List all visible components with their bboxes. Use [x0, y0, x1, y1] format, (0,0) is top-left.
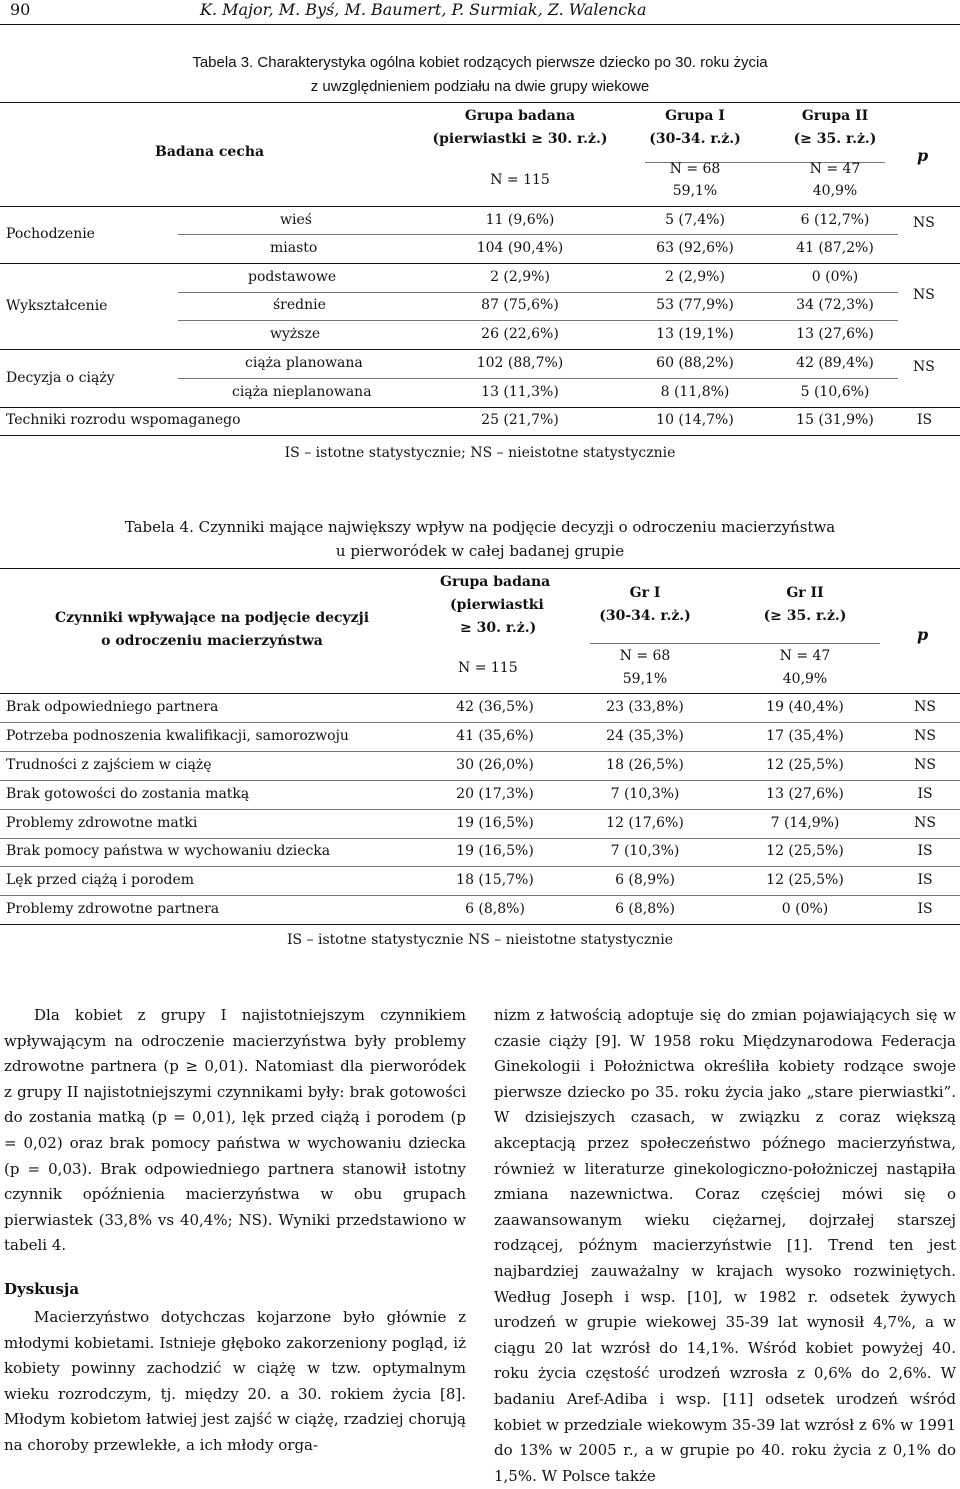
table3-cell: 63 (92,6%): [656, 240, 734, 256]
table4-cell: 19 (16,5%): [456, 815, 534, 831]
table4-p-value: IS: [917, 901, 933, 917]
table4-col-g1-line2: (30-34. r.ż.): [599, 608, 691, 624]
table4-footnote: IS – istotne statystycznie NS – nieistotne statystycznie: [287, 932, 673, 948]
table3-col-g2-line2: (≥ 35. r.ż.): [793, 131, 877, 147]
table4-row-rule: [0, 780, 960, 781]
table3-cell: 25 (21,7%): [481, 412, 559, 428]
table4-col-g2-line1: Gr II: [786, 585, 824, 601]
table3-cell: 60 (88,2%): [656, 355, 734, 371]
body-left-paragraph-2: Macierzyństwo dotychczas kojarzone było głównie z młodymi kobietami. Istnieje głęboko zakorzeniony pogląd, iż kobiety powinny zachodzić w ciążę w tzw. optymalnym wieku rozrodczym, tj. między 20. a 30. rokiem życia [8]. Młodym kobietom łatwiej jest zajść w ciążę, rzadziej chorują na choroby przewlekłe, a ich młody orga-: [4, 1308, 466, 1454]
table4-row-label: Brak odpowiedniego partnera: [6, 699, 219, 715]
table3-col-g1-line2: (30-34. r.ż.): [649, 131, 741, 147]
table4-cell: 42 (36,5%): [456, 699, 534, 715]
table3-row-label: wyższe: [270, 326, 321, 342]
table3-group-label: Wykształcenie: [6, 298, 108, 314]
table4-row-rule: [0, 895, 960, 896]
table4-row-label: Lęk przed ciążą i porodem: [6, 872, 195, 888]
table4-row-rule: [0, 838, 960, 839]
table4-row-rule: [0, 751, 960, 752]
table3-rule: [0, 263, 960, 264]
table3-row-label: średnie: [273, 297, 326, 313]
table4-col-g0-n: N = 115: [458, 660, 518, 676]
table4-cell: 19 (40,4%): [766, 699, 844, 715]
table3-inner-rule: [178, 320, 898, 321]
table4-row-label: Problemy zdrowotne matki: [6, 815, 198, 831]
table3-cell: 34 (72,3%): [796, 297, 874, 313]
table3-row-label: miasto: [270, 240, 318, 256]
table4-row-rule: [0, 809, 960, 810]
table3-cell: 2 (2,9%): [665, 269, 725, 285]
table4-col-g0-line2: (pierwiastki: [450, 597, 544, 613]
table4-cell: 30 (26,0%): [456, 757, 534, 773]
table3-row-label: Techniki rozrodu wspomaganego: [6, 412, 241, 428]
table3-caption-line1: Tabela 3. Charakterystyka ogólna kobiet rodzących pierwsze dziecko po 30. roku życia: [192, 54, 768, 71]
table3-rule: [0, 349, 960, 350]
table4-row-rule: [0, 722, 960, 723]
table3-cell: 13 (19,1%): [656, 326, 734, 342]
page-number: 90: [10, 0, 31, 19]
table4-col-g2-line2: (≥ 35. r.ż.): [763, 608, 847, 624]
table4-inner-rule: [590, 643, 880, 644]
table4-col-g0-line1: Grupa badana: [440, 574, 551, 590]
table4-top-rule: [0, 568, 960, 569]
table4-col-g1-n: N = 68: [619, 648, 671, 664]
table4-cell: 12 (25,5%): [766, 872, 844, 888]
table4-col-g1-pct: 59,1%: [622, 671, 668, 687]
table4-row-label: Brak pomocy państwa w wychowaniu dziecka: [6, 843, 331, 859]
table3-caption-line2: z uwzględnieniem podziału na dwie grupy wiekowe: [310, 78, 650, 95]
table4-cell: 0 (0%): [781, 901, 829, 917]
table4-cell: 13 (27,6%): [766, 786, 844, 802]
body-right-paragraph: nizm z łatwością adoptuje się do zmian pojawiających się w czasie ciąży [9]. W 1958 roku Międzynarodowa Federacja Ginekologii i Położnictwa określiła kobiety rodzące swoje pierwsze dziecko po 35. roku życia jako „stare pierwiastki”. W dzisiejszych czasach, w związku z coraz większą akceptacją przez społeczeństwo późnego macierzyństwa, również w literaturze ginekologiczno-położniczej nastąpiła zmiana nazewnictwa. Coraz częściej mówi się o zaawansowanym wieku ciężarnej, dojrzałej starszej rodzącej, późnym macierzyństwie [1]. Trend ten jest najbardziej zauważalny w krajach wysoko rozwiniętych. Według Joseph i wsp. [10], w 1982 r. odsetek żywych urodzeń w grupie wiekowej 35-39 lat wynosił 4,7%, a w ciągu 20 lat wzrósł do 14,1%. Wśród kobiet powyżej 40. roku życia częstość urodzeń wzrosła z 0,6% do 2,6%. W badaniu Aref-Adiba i wsp. [11] odsetek urodzeń wśród kobiet w przedziale wiekowym 35-39 lat wzrósł z 6% w 1991 do 13% w 2005 r., a w grupie po 40. roku życia z 0,1% do 1,5%. W Polsce także: [494, 1006, 956, 1485]
table4-p-value: NS: [914, 815, 936, 831]
table4-row-rule: [0, 866, 960, 867]
table4-header-rule: [0, 693, 960, 694]
table4-p-value: NS: [914, 728, 936, 744]
table4-col-factor-line2: o odroczeniu macierzyństwa: [101, 633, 323, 649]
table3-group-label: Decyzja o ciąży: [6, 370, 115, 386]
table3-footnote: IS – istotne statystycznie; NS – nieistotne statystycznie: [284, 445, 676, 461]
table4-cell: 24 (35,3%): [606, 728, 684, 744]
table3-cell: 5 (7,4%): [665, 212, 725, 228]
table3-row-label: podstawowe: [248, 269, 337, 285]
table4-cell: 7 (10,3%): [610, 843, 680, 859]
table3-col-g1-pct: 59,1%: [672, 183, 718, 199]
table3-cell: 15 (31,9%): [796, 412, 874, 428]
table3-p-value: NS: [913, 215, 935, 231]
table3-cell: 26 (22,6%): [481, 326, 559, 342]
table4-col-g2-n: N = 47: [779, 648, 831, 664]
table4-col-g0-line3: ≥ 30. r.ż.): [460, 620, 537, 636]
table3-col-g2-n: N = 47: [809, 161, 861, 177]
table3-cell: 13 (11,3%): [481, 384, 559, 400]
table3-p-value: NS: [913, 359, 935, 375]
table4-col-g2-pct: 40,9%: [782, 671, 828, 687]
table3-col-g2-pct: 40,9%: [812, 183, 858, 199]
table4-cell: 17 (35,4%): [766, 728, 844, 744]
table4-col-g1-line1: Gr I: [629, 585, 661, 601]
table3-row-label: ciąża planowana: [245, 355, 363, 371]
table4-cell: 12 (17,6%): [606, 815, 684, 831]
table3-col-g0-line2: (pierwiastki ≥ 30. r.ż.): [432, 131, 608, 147]
table3-rule: [0, 407, 960, 408]
table3-top-rule: [0, 102, 960, 103]
table4-cell: 6 (8,9%): [615, 872, 675, 888]
table3-col-feature: Badana cecha: [155, 144, 265, 160]
table4-cell: 41 (35,6%): [456, 728, 534, 744]
table3-group-label: Pochodzenie: [6, 226, 95, 242]
table4-cell: 7 (10,3%): [610, 786, 680, 802]
section-heading: Dyskusja: [4, 1280, 80, 1298]
table4-col-p: p: [917, 625, 929, 644]
table3-cell: 42 (89,4%): [796, 355, 874, 371]
table3-header-rule: [0, 206, 960, 207]
table3-col-p: p: [917, 146, 929, 165]
table3-cell: 53 (77,9%): [656, 297, 734, 313]
table3-cell: 2 (2,9%): [490, 269, 550, 285]
table3-bottom-rule: [0, 435, 960, 436]
table4-cell: 12 (25,5%): [766, 843, 844, 859]
table4-cell: 18 (26,5%): [606, 757, 684, 773]
table3-col-g0-n: N = 115: [490, 172, 550, 188]
table4-row-label: Problemy zdrowotne partnera: [6, 901, 220, 917]
table3-inner-rule: [178, 234, 898, 235]
table4-cell: 12 (25,5%): [766, 757, 844, 773]
table3-inner-rule: [178, 378, 898, 379]
table4-row-label: Trudności z zajściem w ciążę: [6, 757, 212, 773]
table3-p-value: IS: [917, 412, 933, 428]
table3-col-g2-line1: Grupa II: [801, 108, 869, 124]
table3-cell: 104 (90,4%): [476, 240, 564, 256]
table4-cell: 18 (15,7%): [456, 872, 534, 888]
running-header-authors: K. Major, M. Byś, M. Baumert, P. Surmiak, Z. Walencka: [200, 0, 647, 19]
table4-cell: 6 (8,8%): [465, 901, 525, 917]
table4-caption-line2: u pierworódek w całej badanej grupie: [335, 542, 625, 560]
table4-row-label: Potrzeba podnoszenia kwalifikacji, samorozwoju: [6, 728, 349, 744]
table3-cell: 6 (12,7%): [800, 212, 870, 228]
table3-row-label: ciąża nieplanowana: [232, 384, 372, 400]
body-left-paragraph-1: Dla kobiet z grupy I najistotniejszym czynnikiem wpływającym na odroczenie macierzyństwa były problemy zdrowotne partnera (p ≥ 0,01). Natomiast dla pierworódek z grupy II najistotniejszymi czynnikami były: brak gotowości do zostania matką (p = 0,01), lęk przed ciążą i porodem (p = 0,02) oraz brak pomocy państwa w wychowaniu dziecka (p = 0,03). Brak odpowiedniego partnera stanowił istotny czynnik opóźnienia macierzyństwa w obu grupach pierwiastek (33,8% vs 40,4%; NS). Wyniki przedstawiono w tabeli 4.: [4, 1006, 466, 1255]
table3-cell: 41 (87,2%): [796, 240, 874, 256]
table4-p-value: IS: [917, 843, 933, 859]
table3-cell: 8 (11,8%): [660, 384, 730, 400]
table4-cell: 6 (8,8%): [615, 901, 675, 917]
table4-p-value: NS: [914, 757, 936, 773]
table4-bottom-rule: [0, 924, 960, 925]
table3-cell: 13 (27,6%): [796, 326, 874, 342]
table4-cell: 23 (33,8%): [606, 699, 684, 715]
table4-caption-line1: Tabela 4. Czynniki mające największy wpływ na podjęcie decyzji o odroczeniu macierzyństwa: [124, 518, 836, 536]
table3-cell: 102 (88,7%): [476, 355, 564, 371]
table4-p-value: NS: [914, 699, 936, 715]
table3-col-g1-line1: Grupa I: [665, 108, 725, 124]
table4-p-value: IS: [917, 872, 933, 888]
table3-cell: 10 (14,7%): [656, 412, 734, 428]
table3-col-g1-n: N = 68: [669, 161, 721, 177]
table3-cell: 0 (0%): [811, 269, 859, 285]
table3-cell: 87 (75,6%): [481, 297, 559, 313]
table4-cell: 19 (16,5%): [456, 843, 534, 859]
table4-cell: 20 (17,3%): [456, 786, 534, 802]
table4-p-value: IS: [917, 786, 933, 802]
table4-col-factor-line1: Czynniki wpływające na podjęcie decyzji: [54, 610, 370, 626]
table4-cell: 7 (14,9%): [770, 815, 840, 831]
table3-cell: 5 (10,6%): [800, 384, 870, 400]
table3-inner-rule: [178, 292, 898, 293]
table3-col-g0-line1: Grupa badana: [464, 108, 576, 124]
table3-row-label: wieś: [280, 212, 312, 228]
table4-row-label: Brak gotowości do zostania matką: [6, 786, 250, 802]
table3-p-value: NS: [913, 287, 935, 303]
table3-cell: 11 (9,6%): [485, 212, 555, 228]
header-rule: [0, 24, 960, 25]
